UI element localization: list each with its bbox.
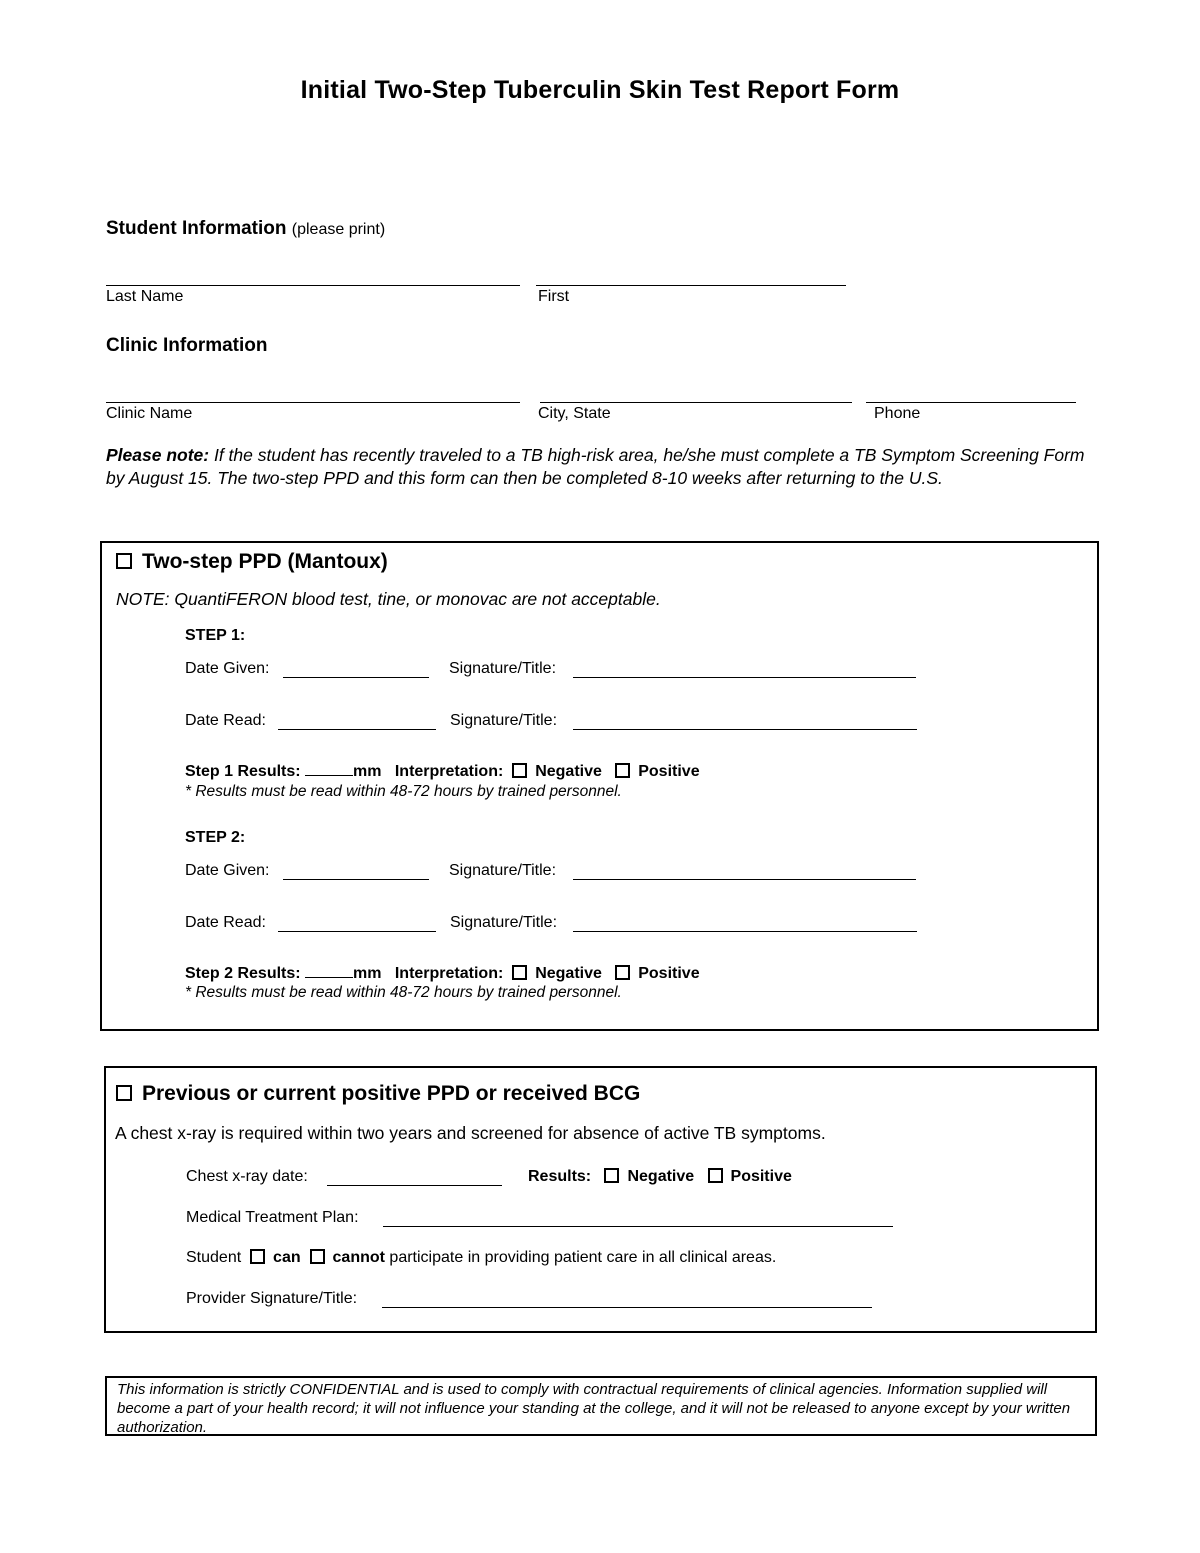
ppd-title-row <box>116 550 388 574</box>
provider-signature-label: Provider Signature/Title: <box>186 1290 358 1307</box>
bcg-title: Previous or current positive PPD or received BCG <box>142 1082 641 1105</box>
last-name-field[interactable] <box>106 285 520 286</box>
step2-read-signature-label: Signature/Title: <box>450 914 558 931</box>
step1-mm-unit: mm <box>353 763 382 780</box>
xray-results-row <box>528 1168 792 1186</box>
step2-negative-label: Negative <box>535 965 602 982</box>
last-name-label: Last Name <box>106 288 184 305</box>
participate-text: participate in providing patient care in all clinical areas. <box>389 1249 777 1266</box>
step1-mm-field[interactable] <box>305 761 353 776</box>
step2-date-read-field[interactable] <box>278 931 436 932</box>
provider-signature-field[interactable] <box>382 1307 872 1308</box>
ppd-note: NOTE: QuantiFERON blood test, tine, or monovac are not acceptable. <box>116 589 661 609</box>
student-info-heading-note: (please print) <box>291 221 386 238</box>
can-label: can <box>273 1249 301 1266</box>
first-name-label: First <box>538 288 570 305</box>
step2-positive-checkbox[interactable] <box>615 965 630 980</box>
step1-date-read-label: Date Read: <box>185 712 266 729</box>
bcg-note: A chest x-ray is required within two years and screened for absence of active TB symptoms. <box>115 1123 826 1143</box>
step2-given-signature-field[interactable] <box>573 879 916 880</box>
step1-positive-checkbox[interactable] <box>615 763 630 778</box>
bcg-title-row <box>116 1082 640 1106</box>
ppd-checkbox[interactable] <box>116 553 132 569</box>
xray-positive-checkbox[interactable] <box>708 1168 723 1183</box>
cannot-checkbox[interactable] <box>310 1249 325 1264</box>
step1-given-signature-label: Signature/Title: <box>449 660 557 677</box>
step2-given-signature-label: Signature/Title: <box>449 862 557 879</box>
can-checkbox[interactable] <box>250 1249 265 1264</box>
xray-date-field[interactable] <box>327 1185 502 1186</box>
xray-date-label: Chest x-ray date: <box>186 1168 308 1185</box>
treatment-plan-field[interactable] <box>383 1226 893 1227</box>
step2-date-read-label: Date Read: <box>185 914 266 931</box>
step1-read-signature-label: Signature/Title: <box>450 712 558 729</box>
step1-negative-label: Negative <box>535 763 602 780</box>
step1-results-label: Step 1 Results: <box>185 763 301 780</box>
step1-date-given-field[interactable] <box>283 677 429 678</box>
confidentiality-notice: This information is strictly CONFIDENTIAL and is used to comply with contractual requirements of clinical agencies. Information supplied will become a part of your health record; it will not influence your standing at the college, and it will not be released to anyone except by your written authorization. <box>105 1376 1097 1436</box>
step2-positive-label: Positive <box>638 965 700 982</box>
phone-label: Phone <box>874 405 921 422</box>
xray-positive-label: Positive <box>730 1168 792 1185</box>
step2-interpretation-label: Interpretation: <box>394 965 504 982</box>
step1-heading: STEP 1: <box>185 627 246 644</box>
page-title: Initial Two-Step Tuberculin Skin Test Report Form <box>300 76 900 104</box>
step2-date-given-label: Date Given: <box>185 862 270 879</box>
step1-negative-checkbox[interactable] <box>512 763 527 778</box>
xray-negative-label: Negative <box>627 1168 695 1185</box>
city-state-field[interactable] <box>540 402 852 403</box>
step1-positive-label: Positive <box>638 763 700 780</box>
step1-footnote: * Results must be read within 48-72 hours by trained personnel. <box>185 783 622 800</box>
xray-results-label: Results: <box>528 1168 592 1185</box>
step2-results-label: Step 2 Results: <box>185 965 301 982</box>
please-note-lead: Please note: <box>106 445 210 465</box>
step2-negative-checkbox[interactable] <box>512 965 527 980</box>
clinic-name-field[interactable] <box>106 402 520 403</box>
xray-negative-checkbox[interactable] <box>604 1168 619 1183</box>
please-note-text: If the student has recently traveled to a TB high-risk area, he/she must complete a TB Symptom Screening Form by August 15. The two-step PPD and this form can then be completed 8-10 weeks after returning to the U.S. <box>106 445 1085 488</box>
step2-footnote: * Results must be read within 48-72 hours by trained personnel. <box>185 984 622 1001</box>
phone-field[interactable] <box>866 402 1076 403</box>
city-state-label: City, State <box>538 405 611 422</box>
step2-mm-field[interactable] <box>305 963 353 978</box>
step2-results-row <box>185 963 700 983</box>
step1-date-read-field[interactable] <box>278 729 436 730</box>
clinic-name-label: Clinic Name <box>106 405 193 422</box>
step2-read-signature-field[interactable] <box>573 931 917 932</box>
student-info-heading <box>106 218 385 240</box>
treatment-plan-label: Medical Treatment Plan: <box>186 1209 359 1226</box>
step2-date-given-field[interactable] <box>283 879 429 880</box>
ppd-title: Two-step PPD (Mantoux) <box>142 550 388 573</box>
student-label: Student <box>186 1249 242 1266</box>
step1-results-row <box>185 761 700 781</box>
step1-read-signature-field[interactable] <box>573 729 917 730</box>
step2-heading: STEP 2: <box>185 829 246 846</box>
step1-interpretation-label: Interpretation: <box>394 763 504 780</box>
cannot-label: cannot <box>332 1249 385 1266</box>
student-info-heading-text: Student Information <box>106 218 287 239</box>
step1-given-signature-field[interactable] <box>573 677 916 678</box>
please-note <box>106 444 1086 490</box>
step1-date-given-label: Date Given: <box>185 660 270 677</box>
step2-mm-unit: mm <box>353 965 382 982</box>
clinic-info-heading: Clinic Information <box>106 335 268 356</box>
first-name-field[interactable] <box>536 285 846 286</box>
bcg-checkbox[interactable] <box>116 1085 132 1101</box>
participation-row <box>186 1249 776 1267</box>
